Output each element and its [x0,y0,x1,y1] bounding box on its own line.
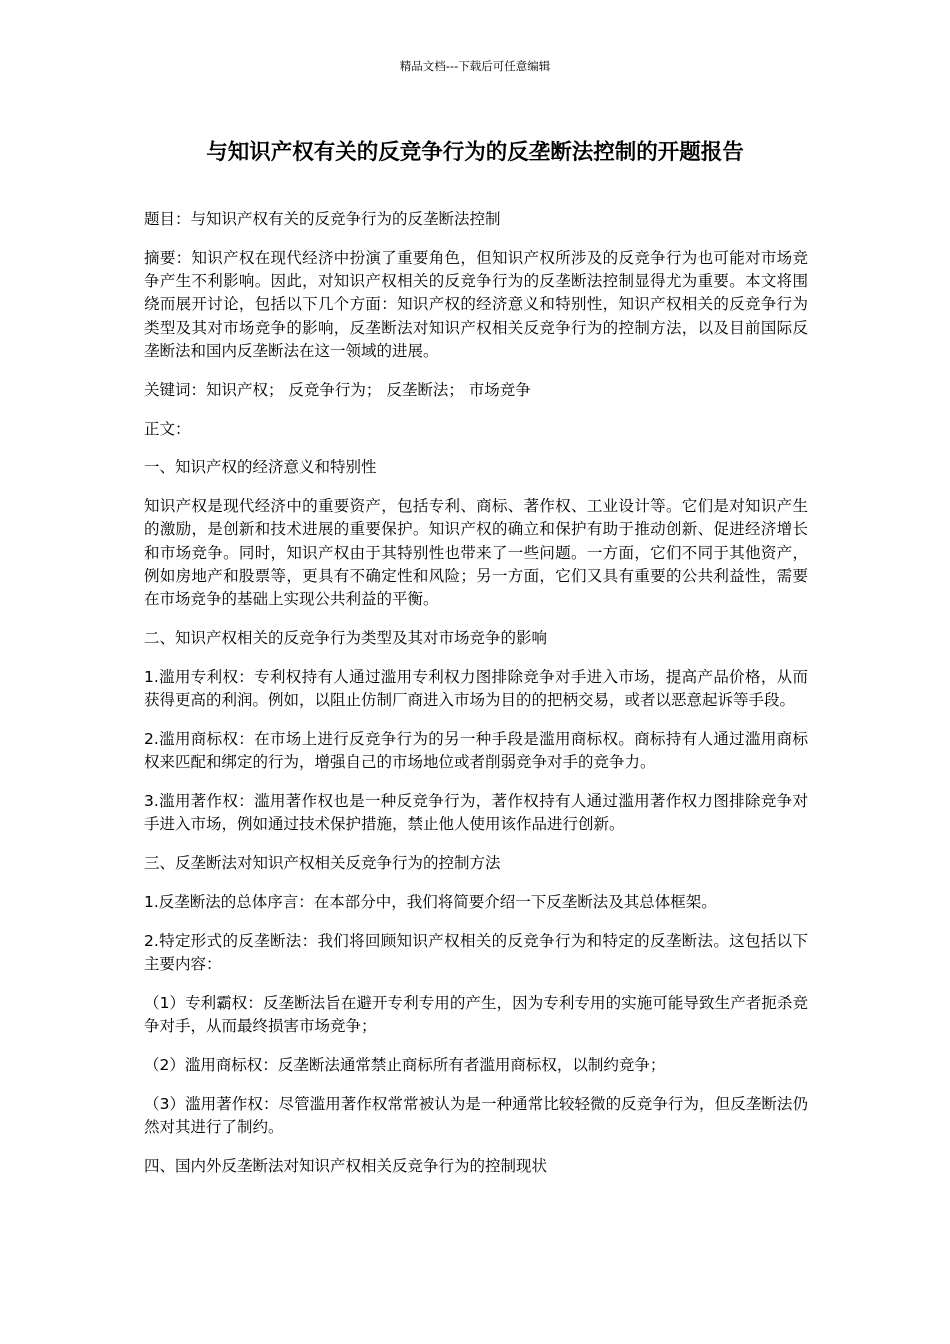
section-heading-1: 一、知识产权的经济意义和特别性 [144,458,377,477]
abstract-paragraph: 摘要：知识产权在现代经济中扮演了重要角色，但知识产权所涉及的反竞争行为也可能对市场竞争产生不利影响。因此，对知识产权相关的反竞争行为的反垄断法控制显得尤为重要。本文将围绕而展开讨论，包括以下几个方面：知识产权的经济意义和特别性，知识产权相关的反竞争行为类型及其对市场竞争的影响，反垄断法对知识产权相关反竞争行为的控制方法，以及目前国际反垄断法和国内反垄断法在这一领域的进展。 [144,248,808,360]
section-1-paragraph: 知识产权是现代经济中的重要资产，包括专利、商标、著作权、工业设计等。它们是对知识产生的激励，是创新和技术进展的重要保护。知识产权的确立和保护有助于推动创新、促进经济增长和市场竞争。同时，知识产权由于其特别性也带来了一些问题。一方面，它们不同于其他资产，例如房地产和股票等，更具有不确定性和风险；另一方面，它们又具有重要的公共利益性，需要在市场竞争的基础上实现公共利益的平衡。 [144,497,808,609]
page-header: 精品文档---下载后可任意编辑 [399,59,551,73]
section-heading-3: 三、反垄断法对知识产权相关反竞争行为的控制方法 [144,854,501,873]
section-heading-2: 二、知识产权相关的反竞争行为类型及其对市场竞争的影响 [144,629,548,648]
section-3-item-1: 1.反垄断法的总体序言：在本部分中，我们将简要介绍一下反垄断法及其总体框架。 [144,893,717,912]
section-2-item-2: 2.滥用商标权：在市场上进行反竞争行为的另一种手段是滥用商标权。商标持有人通过滥用商标权来匹配和绑定的行为，增强自己的市场地位或者削弱竞争对手的竞争力。 [144,730,808,772]
section-2-item-1: 1.滥用专利权：专利权持有人通过滥用专利权力图排除竞争对手进入市场，提高产品价格，从而获得更高的利润。例如，以阻止仿制厂商进入市场为目的的把柄交易，或者以恶意起诉等手段。 [144,667,808,710]
section-2-item-3: 3.滥用著作权：滥用著作权也是一种反竞争行为，著作权持有人通过滥用著作权力图排除竞争对手进入市场，例如通过技术保护措施，禁止他人使用该作品进行创新。 [144,792,808,834]
section-3-subitem-3: （3）滥用著作权：尽管滥用著作权常常被认为是一种通常比较轻微的反竞争行为，但反垄断法仍然对其进行了制约。 [144,1094,808,1137]
section-3-subitem-1: （1）专利霸权：反垄断法旨在避开专利专用的产生，因为专利专用的实施可能导致生产者扼杀竞争对手，从而最终损害市场竞争； [144,993,808,1036]
document-body [144,208,808,1194]
body-label: 正文： [144,419,191,438]
section-heading-4: 四、国内外反垄断法对知识产权相关反竞争行为的控制现状 [144,1156,548,1175]
document-title: 与知识产权有关的反竞争行为的反垄断法控制的开题报告 [206,140,744,165]
section-3-item-2: 2.特定形式的反垄断法：我们将回顾知识产权相关的反竞争行为和特定的反垄断法。这包括以下主要内容： [144,931,808,974]
keywords-line: 关键词：知识产权； 反竞争行为； 反垄断法； 市场竞争 [144,380,531,399]
topic-line: 题目：与知识产权有关的反竞争行为的反垄断法控制 [144,210,501,228]
section-3-subitem-2: （2）滥用商标权：反垄断法通常禁止商标所有者滥用商标权，以制约竞争； [144,1056,666,1075]
